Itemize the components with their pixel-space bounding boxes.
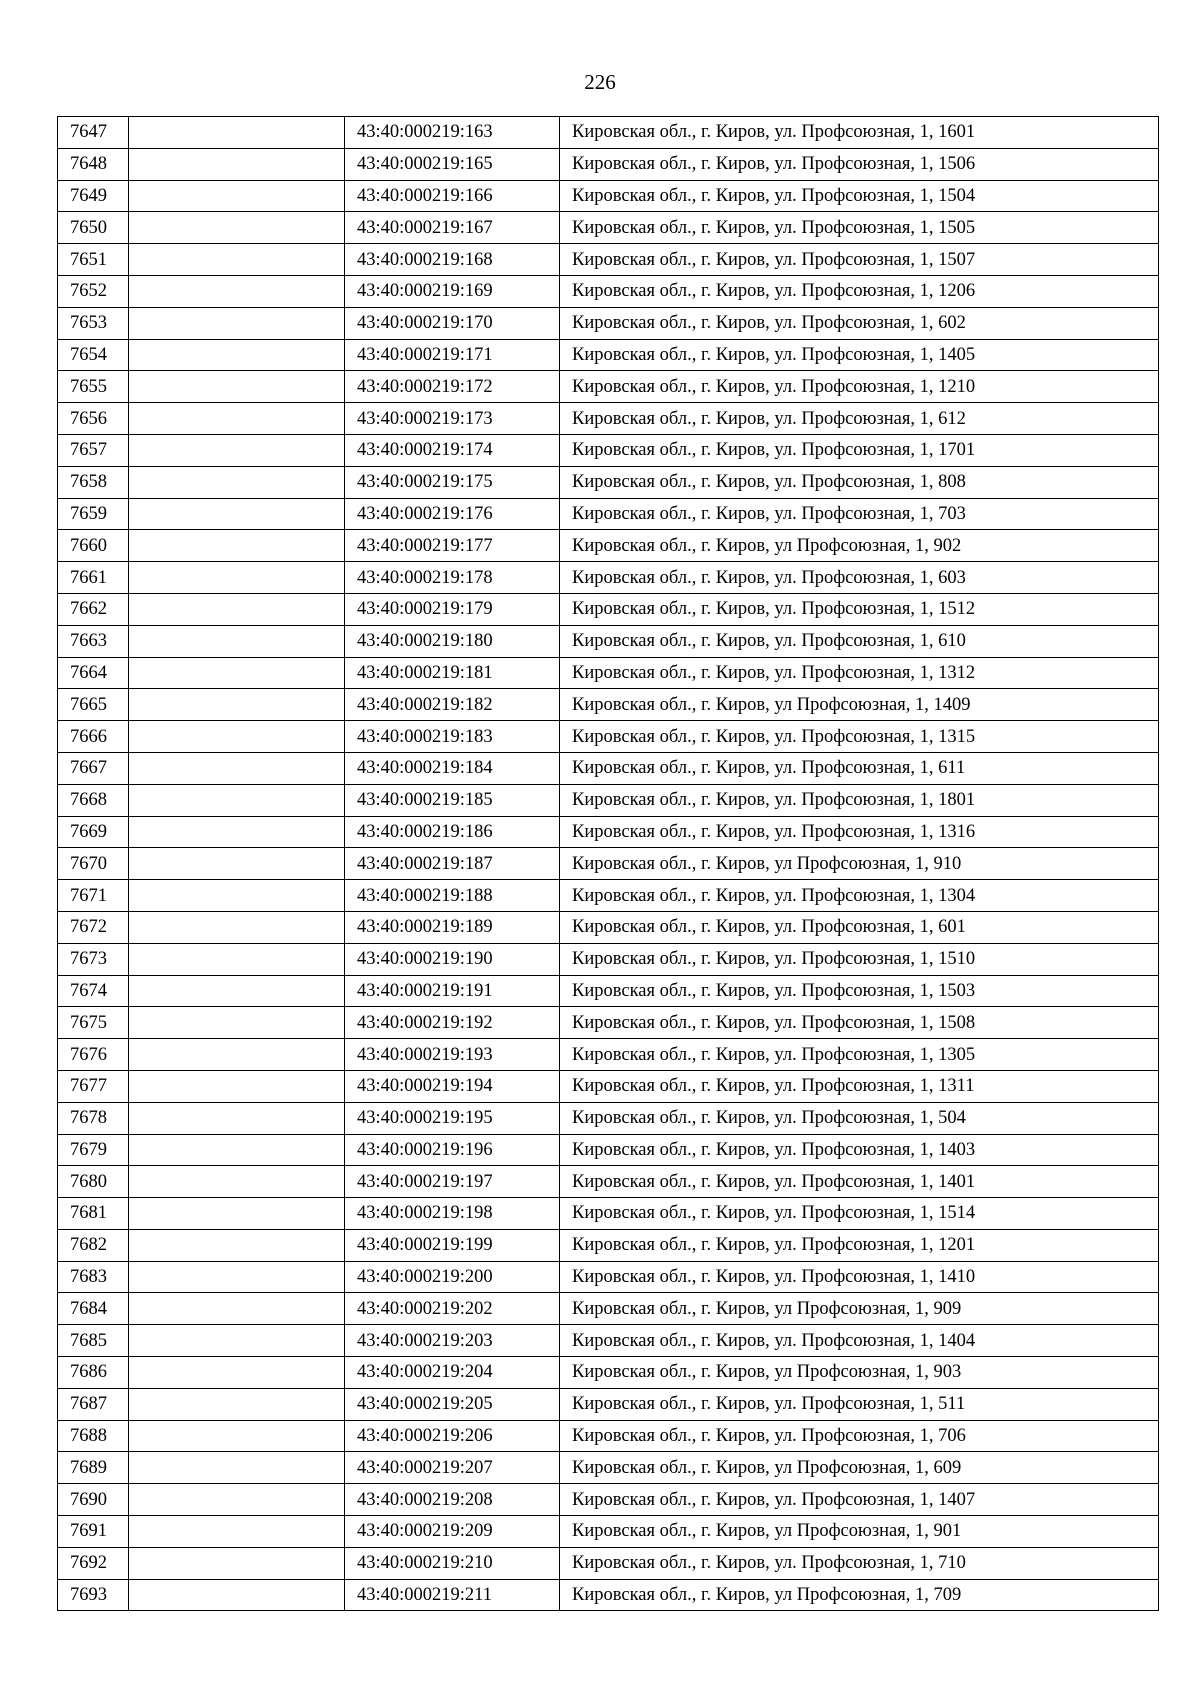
empty-cell (129, 625, 345, 657)
empty-cell (129, 1452, 345, 1484)
address-cell: Кировская обл., г. Киров, ул. Профсоюзная, 1, 1512 (560, 593, 1159, 625)
row-number-cell: 7689 (58, 1452, 129, 1484)
address-cell: Кировская обл., г. Киров, ул Профсоюзная, 1, 1409 (560, 689, 1159, 721)
cadastral-number-cell: 43:40:000219:190 (345, 943, 560, 975)
empty-cell (129, 1579, 345, 1611)
table-row (58, 1007, 1159, 1039)
cadastral-number-cell: 43:40:000219:173 (345, 403, 560, 435)
empty-cell (129, 1516, 345, 1548)
cadastral-number-cell: 43:40:000219:186 (345, 816, 560, 848)
empty-cell (129, 593, 345, 625)
empty-cell (129, 1198, 345, 1230)
empty-cell (129, 275, 345, 307)
table-row (58, 498, 1159, 530)
empty-cell (129, 943, 345, 975)
row-number-cell: 7672 (58, 911, 129, 943)
empty-cell (129, 1325, 345, 1357)
row-number-cell: 7688 (58, 1420, 129, 1452)
cadastral-number-cell: 43:40:000219:178 (345, 562, 560, 594)
table-row (58, 880, 1159, 912)
empty-cell (129, 1357, 345, 1389)
cadastral-number-cell: 43:40:000219:192 (345, 1007, 560, 1039)
row-number-cell: 7649 (58, 180, 129, 212)
table-row (58, 752, 1159, 784)
cadastral-number-cell: 43:40:000219:166 (345, 180, 560, 212)
address-cell: Кировская обл., г. Киров, ул. Профсоюзная, 1, 1404 (560, 1325, 1159, 1357)
address-cell: Кировская обл., г. Киров, ул. Профсоюзная, 1, 1316 (560, 816, 1159, 848)
cadastral-number-cell: 43:40:000219:184 (345, 752, 560, 784)
empty-cell (129, 784, 345, 816)
row-number-cell: 7652 (58, 275, 129, 307)
cadastral-number-cell: 43:40:000219:177 (345, 530, 560, 562)
cadastral-number-cell: 43:40:000219:171 (345, 339, 560, 371)
table-row (58, 1452, 1159, 1484)
table-row (58, 1293, 1159, 1325)
address-cell: Кировская обл., г. Киров, ул. Профсоюзная, 1, 710 (560, 1547, 1159, 1579)
table-row (58, 1484, 1159, 1516)
row-number-cell: 7650 (58, 212, 129, 244)
empty-cell (129, 212, 345, 244)
row-number-cell: 7666 (58, 721, 129, 753)
row-number-cell: 7659 (58, 498, 129, 530)
table-row (58, 180, 1159, 212)
row-number-cell: 7656 (58, 403, 129, 435)
cadastral-number-cell: 43:40:000219:202 (345, 1293, 560, 1325)
table-row (58, 434, 1159, 466)
address-cell: Кировская обл., г. Киров, ул. Профсоюзная, 1, 1312 (560, 657, 1159, 689)
row-number-cell: 7687 (58, 1388, 129, 1420)
address-cell: Кировская обл., г. Киров, ул. Профсоюзная, 1, 1305 (560, 1039, 1159, 1071)
address-cell: Кировская обл., г. Киров, ул. Профсоюзная, 1, 610 (560, 625, 1159, 657)
cadastral-number-cell: 43:40:000219:194 (345, 1070, 560, 1102)
table-row (58, 943, 1159, 975)
empty-cell (129, 848, 345, 880)
empty-cell (129, 1166, 345, 1198)
row-number-cell: 7678 (58, 1102, 129, 1134)
address-cell: Кировская обл., г. Киров, ул Профсоюзная, 1, 910 (560, 848, 1159, 880)
row-number-cell: 7684 (58, 1293, 129, 1325)
address-cell: Кировская обл., г. Киров, ул Профсоюзная, 1, 903 (560, 1357, 1159, 1389)
address-cell: Кировская обл., г. Киров, ул. Профсоюзная, 1, 1801 (560, 784, 1159, 816)
row-number-cell: 7647 (58, 117, 129, 149)
table-row (58, 1166, 1159, 1198)
empty-cell (129, 466, 345, 498)
table-row (58, 403, 1159, 435)
empty-cell (129, 148, 345, 180)
empty-cell (129, 403, 345, 435)
row-number-cell: 7683 (58, 1261, 129, 1293)
address-cell: Кировская обл., г. Киров, ул. Профсоюзная, 1, 603 (560, 562, 1159, 594)
empty-cell (129, 498, 345, 530)
address-cell: Кировская обл., г. Киров, ул. Профсоюзная, 1, 1701 (560, 434, 1159, 466)
table-row (58, 371, 1159, 403)
empty-cell (129, 1547, 345, 1579)
address-cell: Кировская обл., г. Киров, ул. Профсоюзная, 1, 602 (560, 307, 1159, 339)
table-row (58, 625, 1159, 657)
empty-cell (129, 434, 345, 466)
cadastral-number-cell: 43:40:000219:208 (345, 1484, 560, 1516)
address-cell: Кировская обл., г. Киров, ул. Профсоюзная, 1, 612 (560, 403, 1159, 435)
row-number-cell: 7648 (58, 148, 129, 180)
row-number-cell: 7665 (58, 689, 129, 721)
row-number-cell: 7673 (58, 943, 129, 975)
cadastral-number-cell: 43:40:000219:195 (345, 1102, 560, 1134)
row-number-cell: 7686 (58, 1357, 129, 1389)
cadastral-number-cell: 43:40:000219:179 (345, 593, 560, 625)
empty-cell (129, 1293, 345, 1325)
row-number-cell: 7670 (58, 848, 129, 880)
row-number-cell: 7663 (58, 625, 129, 657)
cadastral-number-cell: 43:40:000219:172 (345, 371, 560, 403)
table-row (58, 1229, 1159, 1261)
page-number: 226 (584, 70, 616, 94)
address-cell: Кировская обл., г. Киров, ул. Профсоюзная, 1, 1410 (560, 1261, 1159, 1293)
empty-cell (129, 689, 345, 721)
cadastral-number-cell: 43:40:000219:181 (345, 657, 560, 689)
address-cell: Кировская обл., г. Киров, ул. Профсоюзная, 1, 601 (560, 911, 1159, 943)
cadastral-number-cell: 43:40:000219:185 (345, 784, 560, 816)
table-row (58, 244, 1159, 276)
empty-cell (129, 180, 345, 212)
address-cell: Кировская обл., г. Киров, ул. Профсоюзная, 1, 1407 (560, 1484, 1159, 1516)
empty-cell (129, 1070, 345, 1102)
table-row (58, 721, 1159, 753)
address-cell: Кировская обл., г. Киров, ул. Профсоюзная, 1, 1315 (560, 721, 1159, 753)
table-row (58, 1420, 1159, 1452)
cadastral-number-cell: 43:40:000219:187 (345, 848, 560, 880)
table-row (58, 1134, 1159, 1166)
address-cell: Кировская обл., г. Киров, ул. Профсоюзная, 1, 1510 (560, 943, 1159, 975)
address-cell: Кировская обл., г. Киров, ул. Профсоюзная, 1, 611 (560, 752, 1159, 784)
empty-cell (129, 1102, 345, 1134)
empty-cell (129, 562, 345, 594)
address-cell: Кировская обл., г. Киров, ул. Профсоюзная, 1, 1506 (560, 148, 1159, 180)
address-cell: Кировская обл., г. Киров, ул. Профсоюзная, 1, 1206 (560, 275, 1159, 307)
table-row (58, 1070, 1159, 1102)
table-row (58, 466, 1159, 498)
address-cell: Кировская обл., г. Киров, ул Профсоюзная, 1, 709 (560, 1579, 1159, 1611)
table-row (58, 657, 1159, 689)
table-row (58, 1102, 1159, 1134)
registry-table (57, 116, 1159, 1611)
empty-cell (129, 752, 345, 784)
address-cell: Кировская обл., г. Киров, ул. Профсоюзная, 1, 808 (560, 466, 1159, 498)
table-row (58, 848, 1159, 880)
row-number-cell: 7664 (58, 657, 129, 689)
cadastral-number-cell: 43:40:000219:167 (345, 212, 560, 244)
table-row (58, 212, 1159, 244)
row-number-cell: 7654 (58, 339, 129, 371)
address-cell: Кировская обл., г. Киров, ул. Профсоюзная, 1, 1508 (560, 1007, 1159, 1039)
address-cell: Кировская обл., г. Киров, ул Профсоюзная, 1, 609 (560, 1452, 1159, 1484)
address-cell: Кировская обл., г. Киров, ул. Профсоюзная, 1, 1505 (560, 212, 1159, 244)
cadastral-number-cell: 43:40:000219:196 (345, 1134, 560, 1166)
cadastral-number-cell: 43:40:000219:176 (345, 498, 560, 530)
table-row (58, 1547, 1159, 1579)
address-cell: Кировская обл., г. Киров, ул. Профсоюзная, 1, 1601 (560, 117, 1159, 149)
cadastral-number-cell: 43:40:000219:211 (345, 1579, 560, 1611)
table-row (58, 530, 1159, 562)
table-row (58, 1039, 1159, 1071)
registry-table-body (58, 117, 1159, 1611)
empty-cell (129, 1039, 345, 1071)
empty-cell (129, 117, 345, 149)
table-row (58, 1325, 1159, 1357)
row-number-cell: 7660 (58, 530, 129, 562)
table-row (58, 562, 1159, 594)
table-row (58, 117, 1159, 149)
empty-cell (129, 657, 345, 689)
row-number-cell: 7675 (58, 1007, 129, 1039)
empty-cell (129, 816, 345, 848)
cadastral-number-cell: 43:40:000219:207 (345, 1452, 560, 1484)
cadastral-number-cell: 43:40:000219:182 (345, 689, 560, 721)
address-cell: Кировская обл., г. Киров, ул Профсоюзная, 1, 901 (560, 1516, 1159, 1548)
row-number-cell: 7681 (58, 1198, 129, 1230)
cadastral-number-cell: 43:40:000219:193 (345, 1039, 560, 1071)
row-number-cell: 7693 (58, 1579, 129, 1611)
empty-cell (129, 1484, 345, 1516)
table-row (58, 1198, 1159, 1230)
row-number-cell: 7662 (58, 593, 129, 625)
cadastral-number-cell: 43:40:000219:165 (345, 148, 560, 180)
empty-cell (129, 1420, 345, 1452)
row-number-cell: 7692 (58, 1547, 129, 1579)
cadastral-number-cell: 43:40:000219:189 (345, 911, 560, 943)
cadastral-number-cell: 43:40:000219:191 (345, 975, 560, 1007)
row-number-cell: 7677 (58, 1070, 129, 1102)
cadastral-number-cell: 43:40:000219:163 (345, 117, 560, 149)
address-cell: Кировская обл., г. Киров, ул. Профсоюзная, 1, 1403 (560, 1134, 1159, 1166)
empty-cell (129, 721, 345, 753)
cadastral-number-cell: 43:40:000219:169 (345, 275, 560, 307)
empty-cell (129, 1388, 345, 1420)
table-row (58, 816, 1159, 848)
row-number-cell: 7667 (58, 752, 129, 784)
empty-cell (129, 911, 345, 943)
cadastral-number-cell: 43:40:000219:205 (345, 1388, 560, 1420)
table-row (58, 1516, 1159, 1548)
address-cell: Кировская обл., г. Киров, ул. Профсоюзная, 1, 1401 (560, 1166, 1159, 1198)
row-number-cell: 7682 (58, 1229, 129, 1261)
address-cell: Кировская обл., г. Киров, ул. Профсоюзная, 1, 1503 (560, 975, 1159, 1007)
row-number-cell: 7651 (58, 244, 129, 276)
cadastral-number-cell: 43:40:000219:204 (345, 1357, 560, 1389)
cadastral-number-cell: 43:40:000219:209 (345, 1516, 560, 1548)
row-number-cell: 7679 (58, 1134, 129, 1166)
table-row (58, 1579, 1159, 1611)
cadastral-number-cell: 43:40:000219:198 (345, 1198, 560, 1230)
table-row (58, 1357, 1159, 1389)
cadastral-number-cell: 43:40:000219:183 (345, 721, 560, 753)
empty-cell (129, 339, 345, 371)
row-number-cell: 7674 (58, 975, 129, 1007)
row-number-cell: 7691 (58, 1516, 129, 1548)
cadastral-number-cell: 43:40:000219:210 (345, 1547, 560, 1579)
row-number-cell: 7668 (58, 784, 129, 816)
cadastral-number-cell: 43:40:000219:180 (345, 625, 560, 657)
empty-cell (129, 307, 345, 339)
row-number-cell: 7671 (58, 880, 129, 912)
row-number-cell: 7653 (58, 307, 129, 339)
cadastral-number-cell: 43:40:000219:200 (345, 1261, 560, 1293)
address-cell: Кировская обл., г. Киров, ул. Профсоюзная, 1, 1504 (560, 180, 1159, 212)
address-cell: Кировская обл., г. Киров, ул. Профсоюзная, 1, 706 (560, 1420, 1159, 1452)
cadastral-number-cell: 43:40:000219:174 (345, 434, 560, 466)
cadastral-number-cell: 43:40:000219:170 (345, 307, 560, 339)
cadastral-number-cell: 43:40:000219:168 (345, 244, 560, 276)
table-row (58, 275, 1159, 307)
table-row (58, 307, 1159, 339)
empty-cell (129, 1229, 345, 1261)
address-cell: Кировская обл., г. Киров, ул. Профсоюзная, 1, 1405 (560, 339, 1159, 371)
row-number-cell: 7658 (58, 466, 129, 498)
table-row (58, 1388, 1159, 1420)
cadastral-number-cell: 43:40:000219:203 (345, 1325, 560, 1357)
address-cell: Кировская обл., г. Киров, ул. Профсоюзная, 1, 1210 (560, 371, 1159, 403)
row-number-cell: 7657 (58, 434, 129, 466)
empty-cell (129, 1007, 345, 1039)
address-cell: Кировская обл., г. Киров, ул Профсоюзная, 1, 902 (560, 530, 1159, 562)
cadastral-number-cell: 43:40:000219:188 (345, 880, 560, 912)
table-row (58, 784, 1159, 816)
table-row (58, 593, 1159, 625)
cadastral-number-cell: 43:40:000219:197 (345, 1166, 560, 1198)
address-cell: Кировская обл., г. Киров, ул. Профсоюзная, 1, 1311 (560, 1070, 1159, 1102)
empty-cell (129, 880, 345, 912)
row-number-cell: 7669 (58, 816, 129, 848)
empty-cell (129, 530, 345, 562)
address-cell: Кировская обл., г. Киров, ул. Профсоюзная, 1, 1507 (560, 244, 1159, 276)
empty-cell (129, 1261, 345, 1293)
row-number-cell: 7661 (58, 562, 129, 594)
row-number-cell: 7655 (58, 371, 129, 403)
empty-cell (129, 975, 345, 1007)
row-number-cell: 7680 (58, 1166, 129, 1198)
address-cell: Кировская обл., г. Киров, ул. Профсоюзная, 1, 1304 (560, 880, 1159, 912)
cadastral-number-cell: 43:40:000219:199 (345, 1229, 560, 1261)
address-cell: Кировская обл., г. Киров, ул. Профсоюзная, 1, 511 (560, 1388, 1159, 1420)
address-cell: Кировская обл., г. Киров, ул. Профсоюзная, 1, 1514 (560, 1198, 1159, 1230)
table-row (58, 689, 1159, 721)
empty-cell (129, 371, 345, 403)
table-row (58, 1261, 1159, 1293)
address-cell: Кировская обл., г. Киров, ул. Профсоюзная, 1, 703 (560, 498, 1159, 530)
table-row (58, 148, 1159, 180)
cadastral-number-cell: 43:40:000219:206 (345, 1420, 560, 1452)
empty-cell (129, 1134, 345, 1166)
empty-cell (129, 244, 345, 276)
row-number-cell: 7690 (58, 1484, 129, 1516)
row-number-cell: 7685 (58, 1325, 129, 1357)
cadastral-number-cell: 43:40:000219:175 (345, 466, 560, 498)
table-row (58, 339, 1159, 371)
address-cell: Кировская обл., г. Киров, ул Профсоюзная, 1, 909 (560, 1293, 1159, 1325)
table-row (58, 975, 1159, 1007)
address-cell: Кировская обл., г. Киров, ул. Профсоюзная, 1, 504 (560, 1102, 1159, 1134)
row-number-cell: 7676 (58, 1039, 129, 1071)
address-cell: Кировская обл., г. Киров, ул. Профсоюзная, 1, 1201 (560, 1229, 1159, 1261)
table-row (58, 911, 1159, 943)
